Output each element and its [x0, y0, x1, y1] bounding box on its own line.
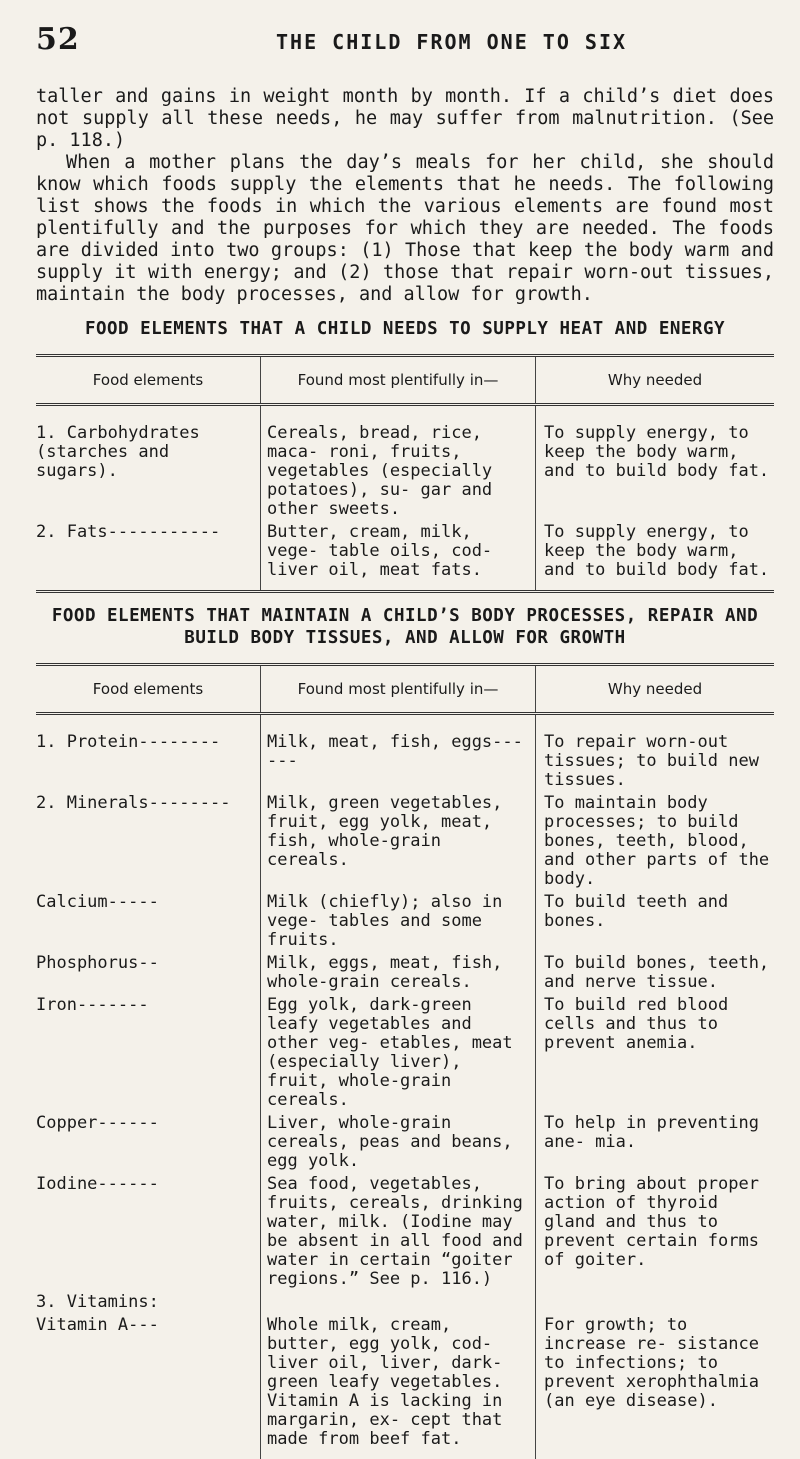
table-row [36, 1316, 774, 1459]
why-cell: To maintain body processes; to build bones, teeth, blood, and other parts of the body. [544, 793, 770, 889]
intro-paragraph-2: When a mother plans the day’s meals for her child, she should know which foods supply the elements that he needs. The following list shows the foods in which the various elements are found most plentifully and the purposes for which they are needed. The foods are divided into two groups: (1) Those that keep the body warm and supply it with energy; and (2) those that repair worn-out tissues, maintain the body processes, and allow for growth. [36, 152, 774, 305]
element-cell: Calcium----- [36, 892, 159, 912]
element-cell: Copper------ [36, 1113, 159, 1133]
table1-header-elements: Food elements [36, 356, 261, 405]
table-row [36, 1293, 774, 1316]
page-header [36, 22, 774, 86]
table-row [36, 954, 774, 996]
table2-header-found: Found most plentifully in— [261, 665, 536, 714]
why-cell: To build bones, teeth, and nerve tissue. [544, 953, 770, 992]
found-cell: Milk, green vegetables, fruit, egg yolk, meat, fish, whole-grain cereals. [261, 794, 536, 893]
element-cell: Iron------- [36, 995, 149, 1015]
why-cell: To supply energy, to keep the body warm, and to build body fat. [544, 522, 770, 580]
element-cell: 2. Fats----------- [36, 522, 221, 542]
why-cell: To help in preventing ane- mia. [544, 1113, 759, 1152]
page-number: 52 [36, 22, 80, 57]
table-row [36, 794, 774, 893]
element-cell: Phosphorus-- [36, 953, 159, 973]
found-cell: Liver, whole-grain cereals, peas and beans, egg yolk. [261, 1114, 536, 1175]
why-cell [536, 1293, 775, 1316]
heat-energy-table [36, 354, 774, 593]
why-cell: To supply energy, to keep the body warm, and to build body fat. [544, 423, 770, 481]
table-row [36, 405, 774, 524]
found-cell: Milk, eggs, meat, fish, whole-grain cereals. [261, 954, 536, 996]
element-cell: 1. Carbohydrates (starches and sugars). [36, 423, 200, 481]
table1-header-why: Why needed [536, 356, 775, 405]
found-cell [261, 1293, 536, 1316]
element-cell: 1. Protein-------- [36, 732, 221, 752]
table1-title: FOOD ELEMENTS THAT A CHILD NEEDS TO SUPPLY HEAT AND ENERGY [84, 319, 726, 339]
table1-header-found: Found most plentifully in— [261, 356, 536, 405]
intro-paragraph-1: taller and gains in weight month by month. If a child’s diet does not supply all these needs, he may suffer from malnutrition. (See p. 118.) [36, 86, 774, 151]
found-cell: Milk, meat, fish, eggs------ [261, 714, 536, 795]
table-row [36, 523, 774, 592]
table-row [36, 1114, 774, 1175]
table-row [36, 1175, 774, 1293]
element-cell: 3. Vitamins: [36, 1292, 159, 1312]
running-head: THE CHILD FROM ONE TO SIX [276, 30, 628, 54]
table-row [36, 996, 774, 1114]
why-cell: To bring about proper action of thyroid gland and thus to prevent certain forms of goiter. [544, 1174, 759, 1270]
element-cell: Iodine------ [36, 1174, 159, 1194]
found-cell: Egg yolk, dark-green leafy vegetables and other veg- etables, meat (especially liver), fruit, whole-grain cereals. [261, 996, 536, 1114]
found-cell: Milk (chiefly); also in vege- tables and some fruits. [261, 893, 536, 954]
growth-table [36, 663, 774, 1459]
table-row [36, 714, 774, 795]
element-cell: 2. Minerals-------- [36, 793, 231, 813]
why-cell: To repair worn-out tissues; to build new tissues. [544, 732, 759, 790]
found-cell: Whole milk, cream, butter, egg yolk, cod-liver oil, liver, dark-green leafy vegetables. Vitamin A is lacking in margarin, ex- cept that made from beef fat. [261, 1316, 536, 1459]
table2-header-elements: Food elements [36, 665, 261, 714]
why-cell: To build teeth and bones. [544, 892, 729, 931]
table2-header-why: Why needed [536, 665, 775, 714]
found-cell: Cereals, bread, rice, maca- roni, fruits, vegetables (especially potatoes), su- gar and other sweets. [261, 405, 536, 524]
found-cell: Butter, cream, milk, vege- table oils, cod-liver oil, meat fats. [261, 523, 536, 592]
found-cell: Sea food, vegetables, fruits, cereals, drinking water, milk. (Iodine may be absent in all food and water in certain “goiter regions.” See p. 116.) [261, 1175, 536, 1293]
table-row [36, 893, 774, 954]
element-cell: Vitamin A--- [36, 1315, 159, 1335]
why-cell: To build red blood cells and thus to prevent anemia. [544, 995, 729, 1053]
table2-title: FOOD ELEMENTS THAT MAINTAIN A CHILD’S BODY PROCESSES, REPAIR AND BUILD BODY TISSUES, AND ALLOW FOR GROWTH [51, 606, 759, 648]
why-cell: For growth; to increase re- sistance to infections; to prevent xerophthalmia (an eye disease). [544, 1315, 759, 1411]
